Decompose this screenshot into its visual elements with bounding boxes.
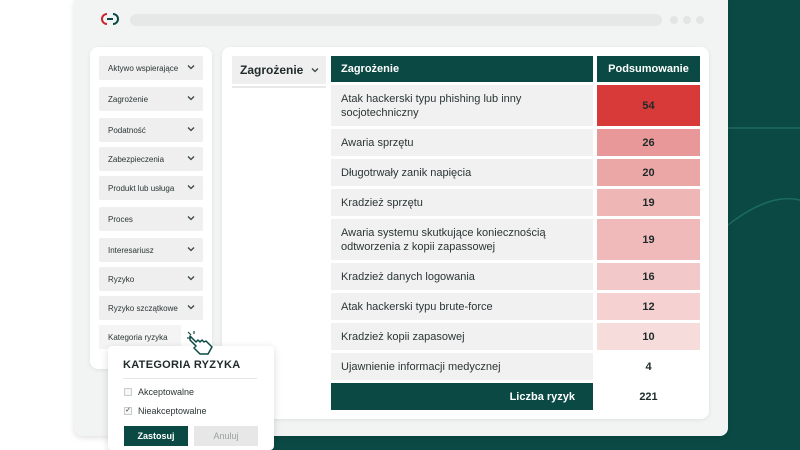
filter-label: Kategoria ryzyka bbox=[108, 332, 168, 342]
total-risks-label: Liczba ryzyk bbox=[331, 383, 593, 410]
threat-row-label: Awaria sprzętu bbox=[331, 129, 593, 156]
window-dot bbox=[696, 16, 704, 24]
threat-row-value: 4 bbox=[597, 353, 700, 380]
window-dot bbox=[683, 16, 691, 24]
option-acceptable[interactable] bbox=[124, 387, 194, 397]
filter-residual-risk[interactable] bbox=[99, 296, 203, 320]
total-risks-value: 221 bbox=[639, 390, 658, 403]
filter-label: Zagrożenie bbox=[108, 94, 149, 104]
app-logo-icon bbox=[99, 12, 121, 26]
option-label: Nieakceptowalne bbox=[138, 406, 207, 416]
filter-label: Interesariusz bbox=[108, 245, 154, 255]
threat-row-label: Kradzież danych logowania bbox=[331, 263, 593, 290]
chevron-down-icon bbox=[186, 213, 196, 223]
threat-row-value: 20 bbox=[597, 159, 700, 186]
chevron-down-icon bbox=[186, 62, 196, 72]
threat-row-value: 26 bbox=[597, 129, 700, 156]
chevron-down-icon bbox=[186, 182, 196, 192]
filter-vulnerability[interactable] bbox=[99, 118, 203, 142]
filter-risk[interactable] bbox=[99, 267, 203, 291]
chevron-down-icon bbox=[186, 93, 196, 103]
chevron-down-icon bbox=[186, 153, 196, 163]
filter-safeguards[interactable] bbox=[99, 147, 203, 171]
filter-product-service[interactable] bbox=[99, 176, 203, 200]
address-bar[interactable] bbox=[130, 14, 662, 26]
filter-label: Ryzyko szczątkowe bbox=[108, 303, 178, 313]
checkmark-icon: ✓ bbox=[125, 407, 131, 414]
filter-label: Aktywo wspierające bbox=[108, 63, 179, 73]
threat-row-label: Atak hackerski typu brute-force bbox=[331, 293, 593, 320]
threat-row-value: 10 bbox=[597, 323, 700, 350]
background-bottom-panel bbox=[270, 436, 800, 450]
hand-pointer-icon bbox=[186, 330, 216, 358]
threat-row-value: 16 bbox=[597, 263, 700, 290]
column-header-threat[interactable]: Zagrożenie bbox=[331, 56, 593, 82]
filter-label: Proces bbox=[108, 214, 133, 224]
filter-stakeholder[interactable] bbox=[99, 238, 203, 262]
option-unacceptable[interactable] bbox=[124, 406, 207, 416]
threat-row-value: 54 bbox=[597, 85, 700, 126]
popup-divider bbox=[123, 378, 257, 379]
threat-row-label: Atak hackerski typu phishing lub inny socjotechniczny bbox=[331, 85, 593, 126]
filter-label: Podatność bbox=[108, 125, 146, 135]
pivot-dimension-select[interactable] bbox=[232, 56, 326, 84]
chevron-down-icon bbox=[186, 273, 196, 283]
threat-row-label: Kradzież sprzętu bbox=[331, 189, 593, 216]
checkbox-acceptable[interactable] bbox=[124, 388, 132, 396]
popup-title: KATEGORIA RYZYKA bbox=[123, 359, 241, 371]
filter-label: Zabezpieczenia bbox=[108, 154, 165, 164]
threat-row-label: Kradzież kopii zapasowej bbox=[331, 323, 593, 350]
window-dot bbox=[670, 16, 678, 24]
filter-label: Produkt lub usługa bbox=[108, 183, 175, 193]
threat-row-label: Długotrwały zanik napięcia bbox=[331, 159, 593, 186]
threat-row-value: 19 bbox=[597, 189, 700, 216]
chevron-down-icon bbox=[186, 124, 196, 134]
apply-button[interactable]: Zastosuj bbox=[124, 426, 188, 446]
threat-row-value: 12 bbox=[597, 293, 700, 320]
pivot-divider bbox=[232, 86, 326, 88]
filter-process[interactable] bbox=[99, 207, 203, 231]
chevron-down-icon bbox=[186, 302, 196, 312]
filter-label: Ryzyko bbox=[108, 274, 135, 284]
column-header-summary[interactable]: Podsumowanie bbox=[597, 56, 700, 82]
filter-supporting-asset[interactable] bbox=[99, 56, 203, 80]
cancel-button[interactable]: Anuluj bbox=[194, 426, 258, 446]
pivot-dimension-label: Zagrożenie bbox=[240, 63, 304, 77]
checkbox-unacceptable[interactable] bbox=[124, 407, 132, 415]
chevron-down-icon bbox=[310, 65, 320, 75]
threat-row-value: 19 bbox=[597, 219, 700, 260]
chevron-down-icon bbox=[186, 244, 196, 254]
option-label: Akceptowalne bbox=[138, 387, 195, 397]
filter-threat[interactable] bbox=[99, 87, 203, 111]
threat-row-label: Ujawnienie informacji medycznej bbox=[331, 353, 593, 380]
threat-row-label: Awaria systemu skutkujące koniecznością odtworzenia z kopii zapassowej bbox=[331, 219, 593, 260]
